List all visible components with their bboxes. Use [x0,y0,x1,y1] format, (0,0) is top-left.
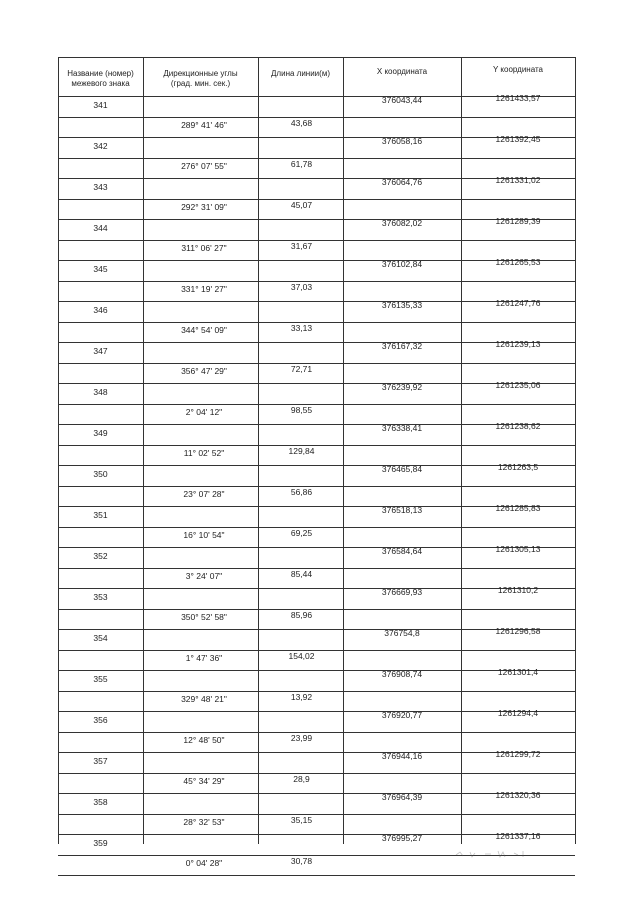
segment-angle: 329° 48' 21" [181,693,227,704]
point-x: 376518,13 [381,505,423,515]
point-y: 1261301,4 [497,667,539,677]
header-angles-line2: (град. мин. сек.) [170,78,231,88]
point-x: 376058,16 [381,136,423,146]
point-y: 1261310,2 [497,585,539,595]
point-name: 347 [93,346,108,356]
point-x: 376908,74 [381,669,423,679]
segment-length: 98,55 [290,404,313,415]
point-y: 1261247,76 [495,298,541,308]
segment-angle: 331° 19' 27" [181,283,227,294]
point-y: 1261320,36 [495,790,541,800]
point-name: 352 [93,551,108,561]
point-y: 1261433,57 [495,93,541,103]
point-x: 376964,39 [381,792,423,802]
point-name: 346 [93,305,108,315]
point-name: 348 [93,387,108,397]
point-x: 376102,84 [381,259,423,269]
point-name: 357 [93,756,108,766]
segment-angle: 28° 32' 53" [183,816,225,827]
point-y: 1261265,53 [495,257,541,267]
header-y: Y координата [492,65,544,74]
faint-stamp-mark [452,846,532,860]
point-name: 353 [93,592,108,602]
segment-length: 129,84 [288,445,315,456]
point-x: 376239,92 [381,382,423,392]
segment-length: 23,99 [290,732,313,743]
segment-length: 28,9 [293,773,310,784]
header-angles [143,69,258,88]
segment-length: 13,92 [290,691,313,702]
segment-length: 31,67 [290,240,313,251]
point-x: 376995,27 [381,833,423,843]
point-name: 351 [93,510,108,520]
segment-angle: 289° 41' 46" [181,119,227,130]
point-name: 356 [93,715,108,725]
column-divider [343,57,344,844]
row-divider [58,875,575,876]
point-y: 1261296,58 [495,626,541,636]
header-name-line1: Название (номер) [67,69,134,78]
point-y: 1261239,13 [495,339,541,349]
segment-angle: 276° 07' 55" [181,160,227,171]
point-name: 358 [93,797,108,807]
segment-angle: 11° 02' 52" [183,447,225,458]
column-divider [143,57,144,844]
segment-angle: 356° 47' 29" [181,365,227,376]
header-x: X координата [376,67,428,76]
point-name: 354 [93,633,108,643]
point-x: 376465,84 [381,464,423,474]
point-name: 349 [93,428,108,438]
header-length: Длина линии(м) [271,69,330,78]
segment-length: 35,15 [290,814,313,825]
table-border-top [58,57,575,58]
segment-length: 56,86 [290,486,313,497]
segment-length: 30,78 [290,855,313,866]
point-y: 1261238,62 [495,421,541,431]
segment-angle: 2° 04' 12" [185,406,223,417]
table-border-left [58,57,59,844]
point-y: 1261337,16 [495,831,541,841]
point-x: 376135,33 [381,300,423,310]
point-name: 342 [93,141,108,151]
point-x: 376944,16 [381,751,423,761]
point-name: 344 [93,223,108,233]
point-name: 345 [93,264,108,274]
point-name: 355 [93,674,108,684]
point-x: 376920,77 [381,710,423,720]
segment-angle: 12° 48' 50" [183,734,225,745]
point-x: 376043,44 [381,95,423,105]
segment-length: 33,13 [290,322,313,333]
point-name: 341 [93,100,108,110]
point-x: 376064,76 [381,177,423,187]
point-y: 1261289,39 [495,216,541,226]
point-y: 1261305,13 [495,544,541,554]
point-x: 376754,8 [384,628,420,638]
point-x: 376338,41 [381,423,423,433]
segment-angle: 350° 52' 58" [181,611,227,622]
segment-length: 154,02 [288,650,315,661]
segment-length: 85,44 [290,568,313,579]
header-angles-line1: Дирекционные углы [163,69,238,78]
point-y: 1261235,06 [495,380,541,390]
segment-angle: 16° 10' 54" [183,529,225,540]
header-name [58,69,143,88]
point-name: 350 [93,469,108,479]
segment-length: 72,71 [290,363,313,374]
segment-angle: 1° 47' 36" [185,652,223,663]
point-name: 343 [93,182,108,192]
point-y: 1261285,83 [495,503,541,513]
header-name-line2: межевого знака [71,78,130,88]
segment-angle: 0° 04' 28" [185,857,223,868]
point-y: 1261263,5 [497,462,539,472]
point-x: 376082,02 [381,218,423,228]
segment-angle: 3° 24' 07" [185,570,223,581]
point-y: 1261331,02 [495,175,541,185]
segment-angle: 23° 07' 28" [183,488,225,499]
segment-length: 69,25 [290,527,313,538]
segment-length: 43,68 [290,117,313,128]
segment-angle: 45° 34' 29" [183,775,225,786]
segment-length: 85,96 [290,609,313,620]
segment-angle: 344° 54' 09" [181,324,227,335]
point-x: 376584,64 [381,546,423,556]
segment-angle: 311° 06' 27" [181,242,227,253]
point-y: 1261392,45 [495,134,541,144]
segment-angle: 292° 31' 09" [181,201,227,212]
point-y: 1261294,4 [497,708,539,718]
point-y: 1261299,72 [495,749,541,759]
point-x: 376167,32 [381,341,423,351]
table-border-right [575,57,576,844]
segment-length: 45,07 [290,199,313,210]
segment-length: 37,03 [290,281,313,292]
point-x: 376669,93 [381,587,423,597]
segment-length: 61,78 [290,158,313,169]
point-name: 359 [93,838,108,848]
